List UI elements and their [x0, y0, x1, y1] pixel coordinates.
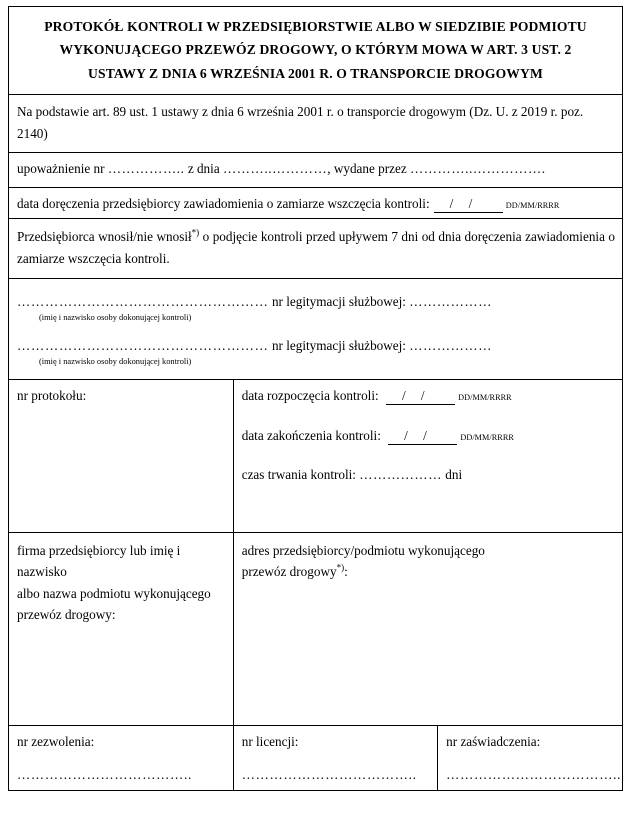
control-start-label: data rozpoczęcia kontroli:	[241, 387, 379, 403]
company-address-colon: :	[344, 564, 348, 580]
authorization-number-label: upoważnienie nr	[17, 160, 105, 176]
permit-zezwolenie-cell[interactable]	[9, 725, 234, 790]
permits-row	[9, 725, 623, 790]
delivery-date-label: data doręczenia przedsiębiorcy zawiadomienia o zamiarze wszczęcia kontroli:	[17, 195, 430, 211]
authorization-row	[9, 152, 623, 187]
control-duration-label: czas trwania kontroli:	[241, 467, 356, 483]
control-start-date-slots[interactable]: / /	[386, 388, 455, 405]
legal-basis-text: Na podstawie art. 89 ust. 1 ustawy z dnia 6 września 2001 r. o transporcie drogowym (Dz. U. z 2019 r. poz. 2140)	[17, 104, 584, 142]
delivery-date-field[interactable]	[434, 195, 560, 214]
inspector-name-input[interactable]: ………………………………………………	[17, 337, 269, 353]
inspector-id-input[interactable]: ………………	[409, 337, 492, 353]
control-end-field	[242, 427, 615, 446]
company-address-footnote-marker: *)	[336, 562, 345, 573]
delivery-date-row	[9, 187, 623, 219]
inspector-name-input[interactable]: ………………………………………………	[17, 294, 269, 310]
delivery-date-slots[interactable]: / /	[434, 196, 503, 213]
permit-licencja-cell[interactable]	[233, 725, 437, 790]
control-start-date-format: DD/MM/RRRR	[458, 392, 512, 402]
authorization-cell	[9, 152, 623, 187]
company-address-line-1: adres przedsiębiorcy/podmiotu wykonującego	[241, 542, 485, 558]
company-name-line-3: przewóz drogowy:	[17, 606, 116, 622]
company-row	[9, 532, 623, 725]
control-dates-cell	[233, 379, 622, 532]
inspector-line	[17, 337, 615, 356]
authorization-date-input[interactable]: ………..…………	[222, 160, 328, 176]
authorization-issuer-label: wydane przez	[333, 160, 407, 176]
company-address-line-2-text: przewóz drogowy	[241, 564, 337, 580]
permit-zezwolenie-input[interactable]: ………………………………..	[17, 766, 193, 782]
control-duration-unit: dni	[445, 467, 463, 483]
inspector-id-label: nr legitymacji służbowej:	[271, 337, 406, 353]
inspector-id-input[interactable]: ………………	[409, 294, 492, 310]
permit-zaswiadczenie-label: nr zaświadczenia:	[446, 733, 541, 749]
authorization-comma: ,	[327, 160, 331, 176]
inspectors-row	[9, 279, 623, 380]
legal-basis-cell	[9, 95, 623, 153]
inspector-block	[17, 337, 615, 367]
control-end-date-field[interactable]	[388, 427, 514, 446]
delivery-date-cell	[9, 187, 623, 219]
permit-licencja-input[interactable]: ………………………………..	[241, 766, 417, 782]
authorization-date-label: z dnia	[187, 160, 220, 176]
company-name-cell[interactable]	[9, 532, 234, 725]
permit-licencja-label: nr licencji:	[241, 733, 299, 749]
inspector-block	[17, 293, 615, 323]
delivery-date-line	[17, 195, 615, 214]
company-name-line-2: albo nazwa podmiotu wykonującego	[17, 585, 211, 601]
authorization-number-input[interactable]: ……………..	[107, 160, 185, 176]
permit-zezwolenie-label: nr zezwolenia:	[17, 733, 95, 749]
notice-footnote-marker: *)	[191, 228, 200, 239]
authorization-line	[17, 160, 615, 179]
document-title	[9, 7, 623, 95]
notice-part-1[interactable]: Przedsiębiorca wnosił/nie wnosił	[17, 229, 192, 245]
delivery-date-format: DD/MM/RRRR	[505, 200, 560, 210]
control-start-field	[242, 387, 615, 406]
notice-text	[17, 226, 615, 269]
inspector-line	[17, 293, 615, 312]
authorization-issuer-input[interactable]: …………..…………….	[409, 160, 546, 176]
control-end-date-slots[interactable]: / /	[388, 428, 457, 445]
permit-zaswiadczenie-input[interactable]: ………………………………..	[446, 766, 622, 782]
inspection-protocol-form	[8, 6, 623, 791]
company-name-line-1: firma przedsiębiorcy lub imię i nazwisko	[17, 542, 181, 580]
control-duration-field	[242, 466, 615, 485]
title-line-3: USTAWY Z DNIA 6 WRZEŚNIA 2001 R. O TRANSPORCIE DROGOWYM	[88, 65, 543, 81]
permit-zaswiadczenie-cell[interactable]	[438, 725, 623, 790]
title-line-1: PROTOKÓŁ KONTROLI W PRZEDSIĘBIORSTWIE ALBO W SIEDZIBIE PODMIOTU	[44, 19, 587, 34]
title-line-2: WYKONUJĄCEGO PRZEWÓZ DROGOWY, O KTÓRYM MOWA W ART. 3 UST. 2	[59, 42, 572, 58]
protocol-number-cell[interactable]	[9, 379, 234, 532]
inspector-name-caption: (imię i nazwisko osoby dokonującej kontroli)	[39, 312, 192, 322]
legal-basis-row	[9, 95, 623, 153]
control-start-date-field[interactable]	[386, 387, 512, 406]
inspector-id-label: nr legitymacji służbowej:	[271, 294, 406, 310]
notice-part-2: o podjęcie kontroli przed upływem 7 dni od dnia doręczenia zawiadomienia o zamiarze wszczęcia kontroli.	[17, 229, 615, 266]
notice-row	[9, 219, 623, 279]
inspectors-cell	[9, 279, 623, 380]
header-row	[9, 7, 623, 95]
inspector-name-caption: (imię i nazwisko osoby dokonującej kontroli)	[39, 356, 192, 366]
company-address-cell[interactable]	[233, 532, 622, 725]
notice-cell	[9, 219, 623, 279]
control-end-label: data zakończenia kontroli:	[241, 427, 381, 443]
protocol-number-label: nr protokołu:	[17, 387, 87, 403]
protocol-dates-row	[9, 379, 623, 532]
control-duration-input[interactable]: ………………	[359, 467, 442, 483]
company-address-line-2	[242, 561, 615, 582]
control-end-date-format: DD/MM/RRRR	[460, 432, 514, 442]
